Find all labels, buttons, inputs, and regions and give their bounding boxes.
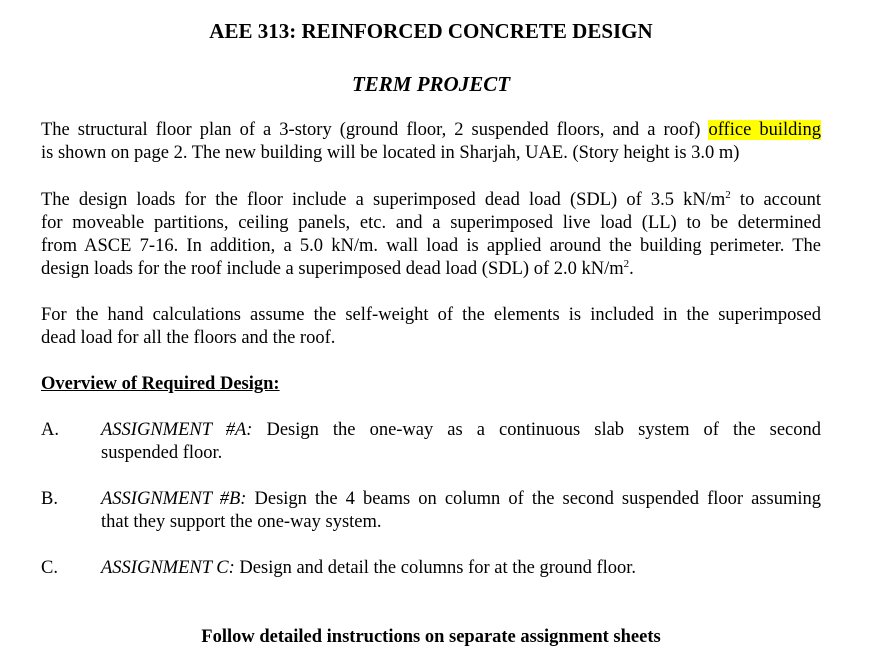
assignment-letter: A.: [41, 420, 59, 440]
assignment-body: [101, 557, 821, 580]
loads-line-2: for moveable partitions, ceiling panels, etc. and a superimposed live load (LL) to be determined: [41, 213, 821, 233]
assignment-letter: C.: [41, 558, 58, 578]
self-weight-line-2: dead load for all the floors and the roof.: [41, 328, 336, 348]
superscript: 2: [725, 189, 731, 201]
assignment-label: ASSIGNMENT #B:: [101, 489, 247, 509]
assignment-line-2: that they support the one-way system.: [101, 512, 382, 532]
loads-line-4-text: design loads for the roof include a superimposed dead load (SDL) of 2.0 kN/m: [41, 259, 624, 279]
assignment-body: [101, 488, 821, 534]
intro-paragraph: [41, 119, 821, 165]
design-loads-paragraph: [41, 189, 821, 281]
assignment-label: ASSIGNMENT #A:: [101, 420, 253, 440]
superscript: 2: [623, 258, 630, 270]
assignment-line-1: [101, 488, 821, 511]
assignment-text: Design and detail the columns for at the ground floor.: [234, 558, 637, 578]
assignment-line-2: suspended floor.: [101, 443, 223, 463]
self-weight-paragraph: [41, 304, 821, 350]
loads-line-1-text: The design loads for the floor include a superimposed dead load (SDL) of 3.5 kN/m: [41, 190, 726, 210]
intro-line-1-text: The structural floor plan of a 3-story (ground floor, 2 suspended floors, and a roof): [41, 120, 701, 140]
loads-line-1: [41, 189, 821, 212]
loads-line-4: [41, 258, 821, 281]
highlighted-text: office building: [708, 120, 821, 140]
assignment-letter: B.: [41, 489, 58, 509]
assignment-body: [101, 419, 821, 465]
self-weight-line-1: For the hand calculations assume the self-weight of the elements is included in the superimposed: [41, 305, 821, 325]
loads-line-4-end: .: [629, 259, 634, 279]
footer-instructions: Follow detailed instructions on separate assignment sheets: [201, 627, 661, 647]
intro-line-1: [41, 119, 821, 142]
assignment-line-1: [101, 557, 821, 580]
document-subtitle: TERM PROJECT: [351, 72, 511, 96]
loads-line-3: from ASCE 7-16. In addition, a 5.0 kN/m. wall load is applied around the building perimeter. The: [41, 236, 821, 256]
assignment-label: ASSIGNMENT C:: [101, 558, 235, 578]
loads-line-1-end: to account: [730, 190, 821, 210]
document-title: AEE 313: REINFORCED CONCRETE DESIGN: [209, 19, 653, 43]
intro-line-2: is shown on page 2. The new building will be located in Sharjah, UAE. (Story height is 3.0 m): [41, 143, 740, 163]
assignment-line-1: [101, 419, 821, 442]
assignment-text: Design the one-way as a continuous slab system of the second: [252, 420, 821, 440]
overview-heading: Overview of Required Design:: [41, 374, 280, 394]
assignment-text: Design the 4 beams on column of the second suspended floor assuming: [246, 489, 821, 509]
